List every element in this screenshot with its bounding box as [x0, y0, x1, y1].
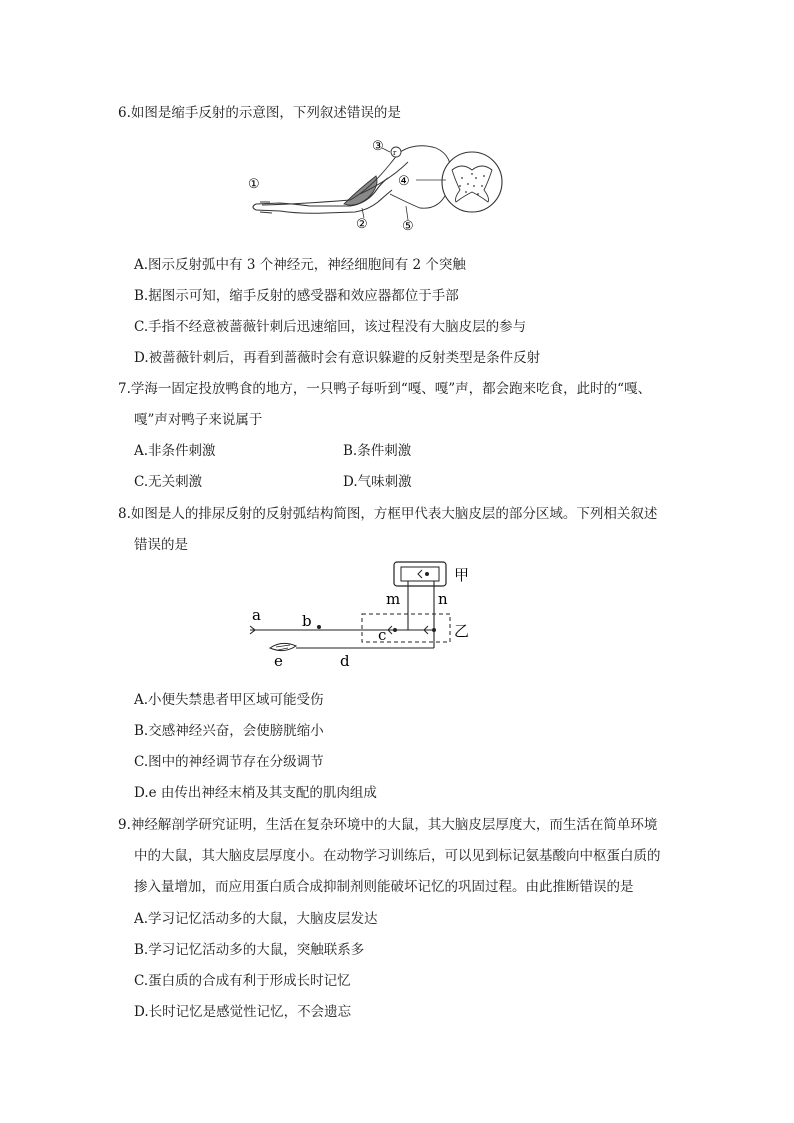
label-n: n — [438, 590, 448, 608]
q9-option-b: B.学习记忆活动多的大鼠，突触联系多 — [134, 942, 365, 958]
q6-stem: 6.如图是缩手反射的示意图，下列叙述错误的是 — [118, 105, 401, 121]
label-d: d — [340, 652, 350, 670]
q8-stem-line2: 错误的是 — [134, 537, 188, 553]
label-b: b — [302, 612, 312, 630]
reflex-arc-figure — [240, 134, 510, 234]
q6-option-d: D.被蔷薇针刺后，再看到蔷薇时会有意识躲避的反射类型是条件反射 — [134, 350, 541, 366]
q7-option-c: C.无关刺激 — [134, 474, 203, 490]
urination-reflex-figure — [246, 556, 486, 672]
q7-option-a: A.非条件刺激 — [134, 443, 216, 459]
label-m: m — [386, 590, 401, 608]
q9-option-a: A.学习记忆活动多的大鼠，大脑皮层发达 — [134, 911, 378, 927]
q9-stem-line1: 9.神经解剖学研究证明，生活在复杂环境中的大鼠，其大脑皮层厚度大，而生活在简单环境 — [118, 817, 658, 833]
label-jia: 甲 — [454, 566, 470, 584]
label-a: a — [252, 606, 261, 624]
q8-option-c: C.图中的神经调节存在分级调节 — [134, 754, 324, 770]
svg-text:r: r — [393, 149, 397, 157]
q8-option-a: A.小便失禁患者甲区域可能受伤 — [134, 692, 324, 708]
q6-option-a: A.图示反射弧中有 3 个神经元，神经细胞间有 2 个突触 — [134, 257, 466, 273]
q7-stem-line2: 嘎”声对鸭子来说属于 — [134, 412, 263, 428]
label-yi: 乙 — [454, 622, 470, 640]
q6-option-b: B.据图示可知，缩手反射的感受器和效应器都位于手部 — [134, 288, 459, 304]
q9-stem-line2: 中的大鼠，其大脑皮层厚度小。在动物学习训练后，可以见到标记氨基酸向中枢蛋白质的 — [134, 848, 661, 864]
label-center: ④ — [398, 174, 410, 189]
q7-option-b: B.条件刺激 — [343, 443, 412, 459]
label-effector: ② — [356, 217, 368, 232]
q7-option-d: D.气味刺激 — [343, 474, 412, 490]
label-c: c — [378, 626, 387, 644]
q9-stem-line3: 掺入量增加，而应用蛋白质合成抑制剂则能破坏记忆的巩固过程。由此推断错误的是 — [134, 879, 634, 895]
q9-option-c: C.蛋白质的合成有利于形成长时记忆 — [134, 973, 351, 989]
q8-option-b: B.交感神经兴奋，会使膀胱缩小 — [134, 723, 324, 739]
q9-option-d: D.长时记忆是感觉性记忆，不会遗忘 — [134, 1004, 352, 1020]
label-afferent: ③ — [372, 139, 384, 154]
label-e: e — [274, 652, 283, 670]
label-receptor: ① — [248, 177, 260, 192]
q8-option-d: D.e 由传出神经末梢及其支配的肌肉组成 — [134, 785, 377, 801]
q7-stem-line1: 7.学海一固定投放鸭食的地方，一只鸭子每听到“嘎、嘎”声，都会跑来吃食，此时的“嘎、 — [118, 381, 652, 397]
q6-option-c: C.手指不经意被蔷薇针刺后迅速缩回，该过程没有大脑皮层的参与 — [134, 319, 527, 335]
q8-stem-line1: 8.如图是人的排尿反射的反射弧结构简图，方框甲代表大脑皮层的部分区域。下列相关叙述 — [118, 506, 658, 522]
label-efferent: ⑤ — [402, 219, 414, 234]
